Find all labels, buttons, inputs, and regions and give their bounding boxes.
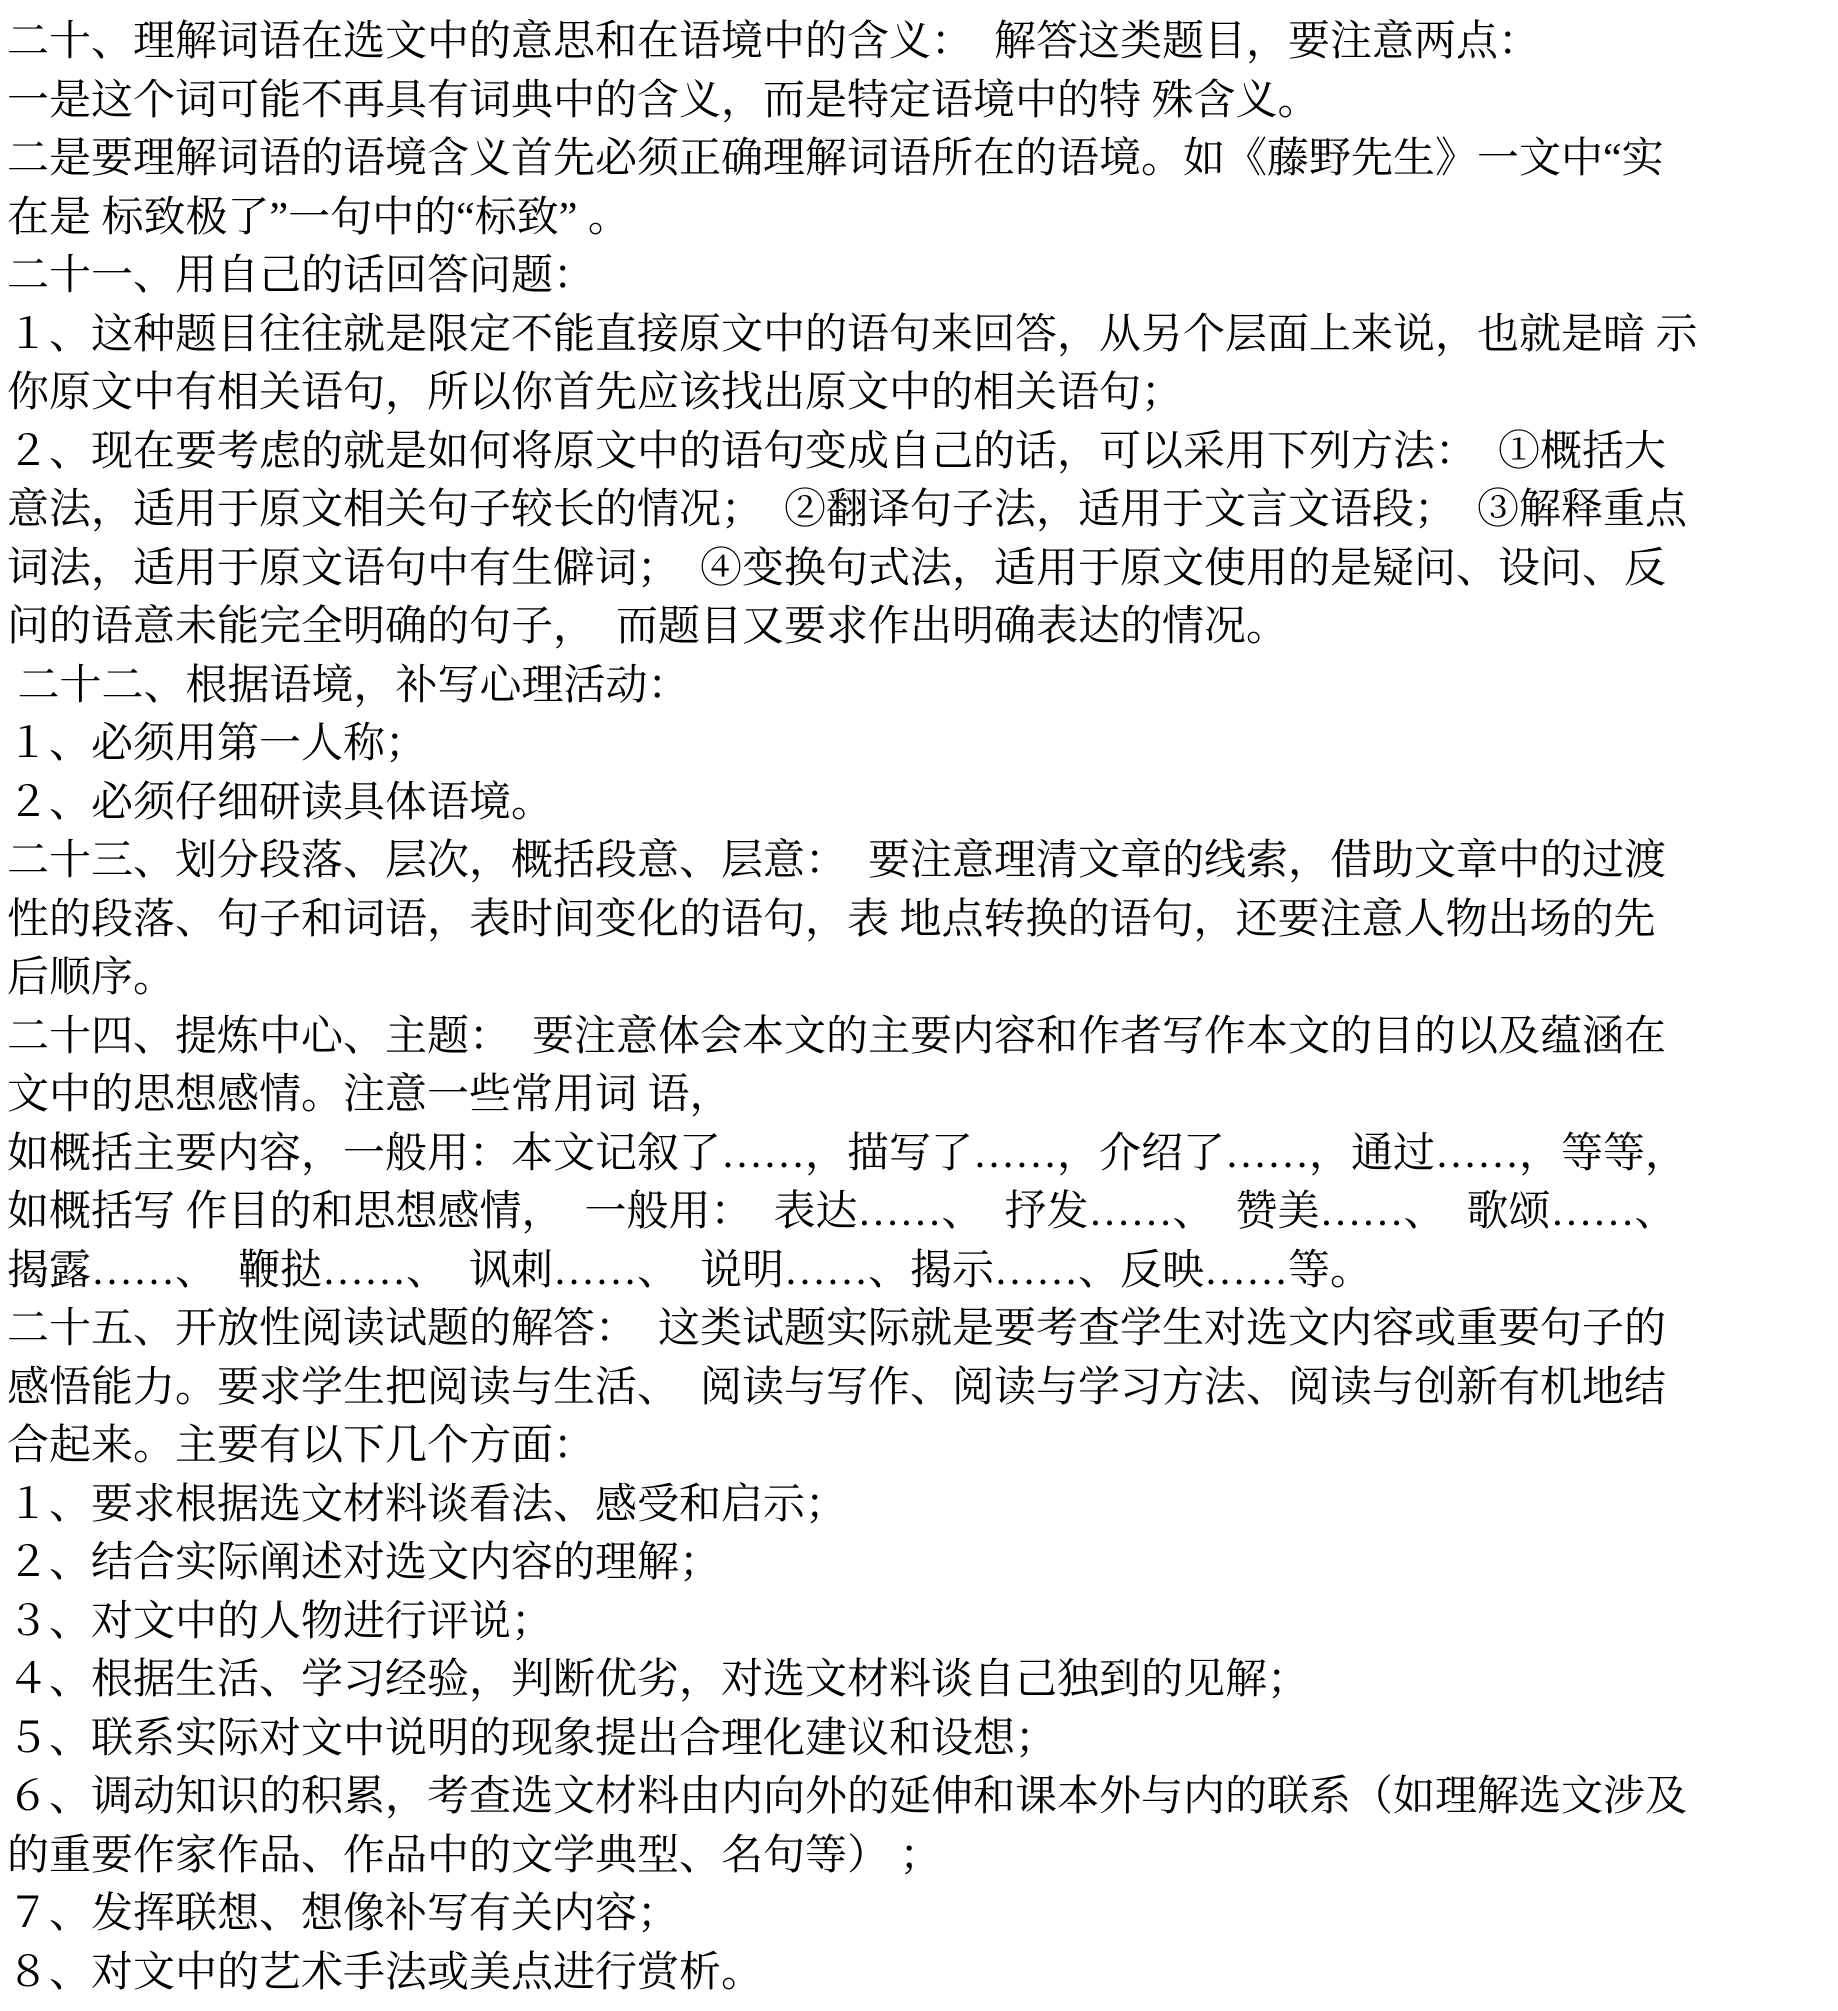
text-line: ６、调动知识的积累，考查选文材料由内向外的延伸和课本外与内的联系（如理解选文涉及 bbox=[7, 1774, 1688, 1820]
text-line: 揭露……、 鞭挞……、 讽刺……、 说明……、揭示……、反映……等。 bbox=[7, 1247, 1373, 1294]
text-line: 在是 标致极了”一句中的“标致” 。 bbox=[7, 194, 630, 241]
text-line: 的重要作家作品、作品中的文学典型、名句等） ； bbox=[7, 1832, 942, 1879]
text-line: ７、发挥联想、想像补写有关内容； bbox=[7, 1891, 680, 1937]
text-line: １、这种题目往往就是限定不能直接原文中的语句来回答，从另个层面上来说，也就是暗 示 bbox=[7, 311, 1698, 358]
text-line: 性的段落、句子和词语，表时间变化的语句，表 地点转换的语句，还要注意人物出场的先 bbox=[7, 896, 1656, 943]
text-line: 二十三、划分段落、层次，概括段意、层意： 要注意理清文章的线索，借助文章中的过渡 bbox=[7, 838, 1667, 884]
text-line: 二十二、根据语境，补写心理活动： bbox=[7, 662, 690, 709]
text-line: 文中的思想感情。注意一些常用词 语， bbox=[7, 1072, 732, 1118]
text-line: ３、对文中的人物进行评说； bbox=[7, 1598, 554, 1645]
text-line: 二十四、提炼中心、主题： 要注意体会本文的主要内容和作者写作本文的目的以及蕴涵在 bbox=[7, 1013, 1667, 1060]
text-line: ２、结合实际阐述对选文内容的理解； bbox=[7, 1540, 722, 1586]
text-line: 词法，适用于原文语句中有生僻词； ④变换句式法，适用于原文使用的是疑问、设问、反 bbox=[7, 545, 1667, 592]
text-line: １、必须用第一人称； bbox=[7, 721, 428, 767]
text-line: 你原文中有相关语句，所以你首先应该找出原文中的相关语句； bbox=[7, 370, 1184, 416]
text-line: １、要求根据选文材料谈看法、感受和启示； bbox=[7, 1481, 848, 1528]
text-line: 如概括主要内容，一般用：本文记叙了……，描写了……，介绍了……，通过……，等等， bbox=[7, 1130, 1688, 1177]
text-line: ４、根据生活、学习经验，判断优劣，对选文材料谈自己独到的见解； bbox=[7, 1657, 1310, 1703]
text-line: 二十五、开放性阅读试题的解答： 这类试题实际就是要考查学生对选文内容或重要句子的 bbox=[7, 1306, 1667, 1352]
text-line: 感悟能力。要求学生把阅读与生活、 阅读与写作、阅读与学习方法、阅读与创新有机地结 bbox=[7, 1364, 1667, 1411]
text-line: 二十一、用自己的话回答问题： bbox=[7, 253, 596, 299]
text-line: 二是要理解词语的语境含义首先必须正确理解词语所在的语境。如《藤野先生》一文中“实 bbox=[7, 136, 1664, 182]
text-line: 后顺序。 bbox=[7, 955, 176, 1001]
text-line: ５、联系实际对文中说明的现象提出合理化建议和设想； bbox=[7, 1715, 1058, 1762]
text-line: 合起来。主要有以下几个方面： bbox=[7, 1423, 596, 1469]
text-line: 二十、理解词语在选文中的意思和在语境中的含义： 解答这类题目，要注意两点： bbox=[7, 19, 1541, 65]
text-line: ２、必须仔细研读具体语境。 bbox=[7, 779, 554, 826]
text-line: ２、现在要考虑的就是如何将原文中的语句变成自己的话，可以采用下列方法： ①概括大 bbox=[7, 428, 1667, 475]
text-line: 一是这个词可能不再具有词典中的含义，而是特定语境中的特 殊含义。 bbox=[7, 77, 1320, 124]
text-line: 意法，适用于原文相关句子较长的情况； ②翻译句子法，适用于文言文语段； ③解释重点 bbox=[7, 487, 1688, 533]
text-line: ８、对文中的艺术手法或美点进行赏析。 bbox=[7, 1949, 764, 1996]
text-line: 如概括写 作目的和思想感情， 一般用： 表达……、 抒发……、 赞美……、 歌颂……、 bbox=[7, 1189, 1677, 1235]
text-line: 问的语意未能完全明确的句子， 而题目又要求作出明确表达的情况。 bbox=[7, 604, 1289, 650]
